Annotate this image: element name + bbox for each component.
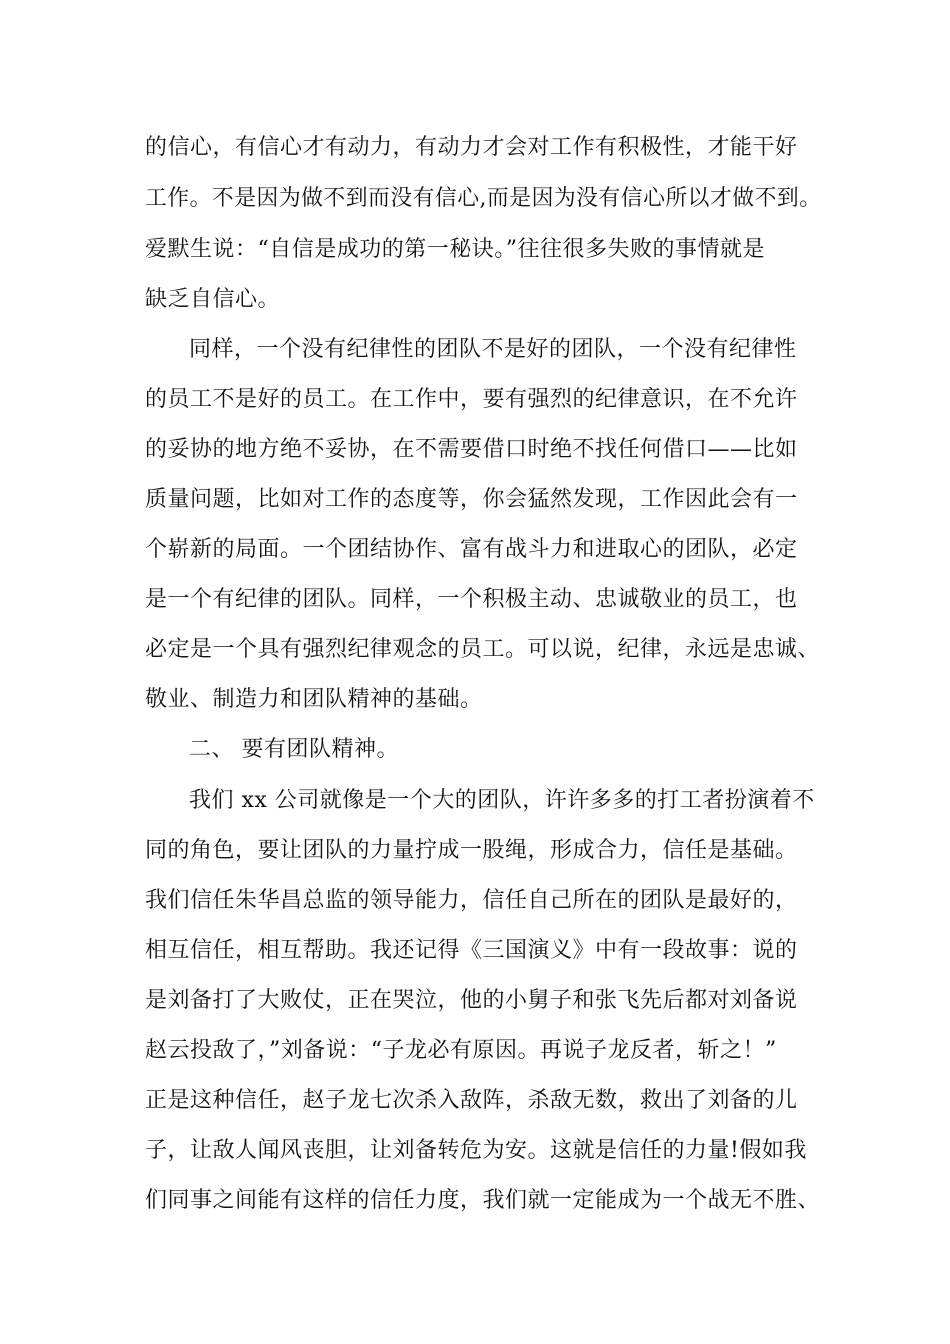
text-line: 相互信任，相互帮助。我还记得《三国演义》中有一段故事：说的 — [145, 938, 798, 963]
text-line: 必定是一个具有强烈纪律观念的员工。可以说，纪律，永远是忠诚、 — [145, 637, 821, 662]
text-line: 赵云投敌了，”刘备说：“子龙必有原因。再说子龙反者，斩之！” — [145, 1038, 777, 1063]
text-line: 是刘备打了大败仗，正在哭泣，他的小舅子和张飞先后都对刘备说 — [145, 988, 798, 1013]
text-line: 质量问题，比如对工作的态度等，你会猛然发现，工作因此会有一 — [145, 487, 798, 512]
text-line: 子，让敌人闻风丧胆，让刘备转危为安。这就是信任的力量!假如我 — [145, 1138, 807, 1163]
text-line: 的妥协的地方绝不妥协，在不需要借口时绝不找任何借口——比如 — [145, 437, 798, 462]
text-line: 是一个有纪律的团队。同样，一个积极主动、忠诚敬业的员工，也 — [145, 587, 798, 612]
text-line: 爱默生说：“自信是成功的第一秘诀。”往往很多失败的事情就是 — [145, 237, 765, 262]
paragraph-start-line: 我们 xx 公司就像是一个大的团队，许许多多的打工者扮演着不 — [189, 788, 815, 813]
text-line: 个崭新的局面。一个团结协作、富有战斗力和进取心的团队，必定 — [145, 537, 798, 562]
text-line: 们同事之间能有这样的信任力度，我们就一定能成为一个战无不胜、 — [145, 1188, 821, 1213]
text-line: 的信心，有信心才有动力，有动力才会对工作有积极性，才能干好 — [145, 135, 798, 160]
section-heading: 二、 要有团队精神。 — [189, 737, 399, 762]
text-line: 同的角色，要让团队的力量拧成一股绳，形成合力，信任是基础。 — [145, 838, 798, 863]
text-line: 正是这种信任，赵子龙七次杀入敌阵，杀敌无数，救出了刘备的儿 — [145, 1088, 798, 1113]
text-line: 的员工不是好的员工。在工作中，要有强烈的纪律意识，在不允许 — [145, 387, 798, 412]
text-line: 缺乏自信心。 — [145, 287, 281, 312]
paragraph-start-line: 同样，一个没有纪律性的团队不是好的团队，一个没有纪律性 — [189, 337, 797, 362]
text-line: 工作。不是因为做不到而没有信心,而是因为没有信心所以才做不到。 — [145, 186, 822, 211]
text-line: 我们信任朱华昌总监的领导能力，信任自己所在的团队是最好的， — [145, 888, 798, 913]
text-line: 敬业、制造力和团队精神的基础。 — [145, 687, 483, 712]
